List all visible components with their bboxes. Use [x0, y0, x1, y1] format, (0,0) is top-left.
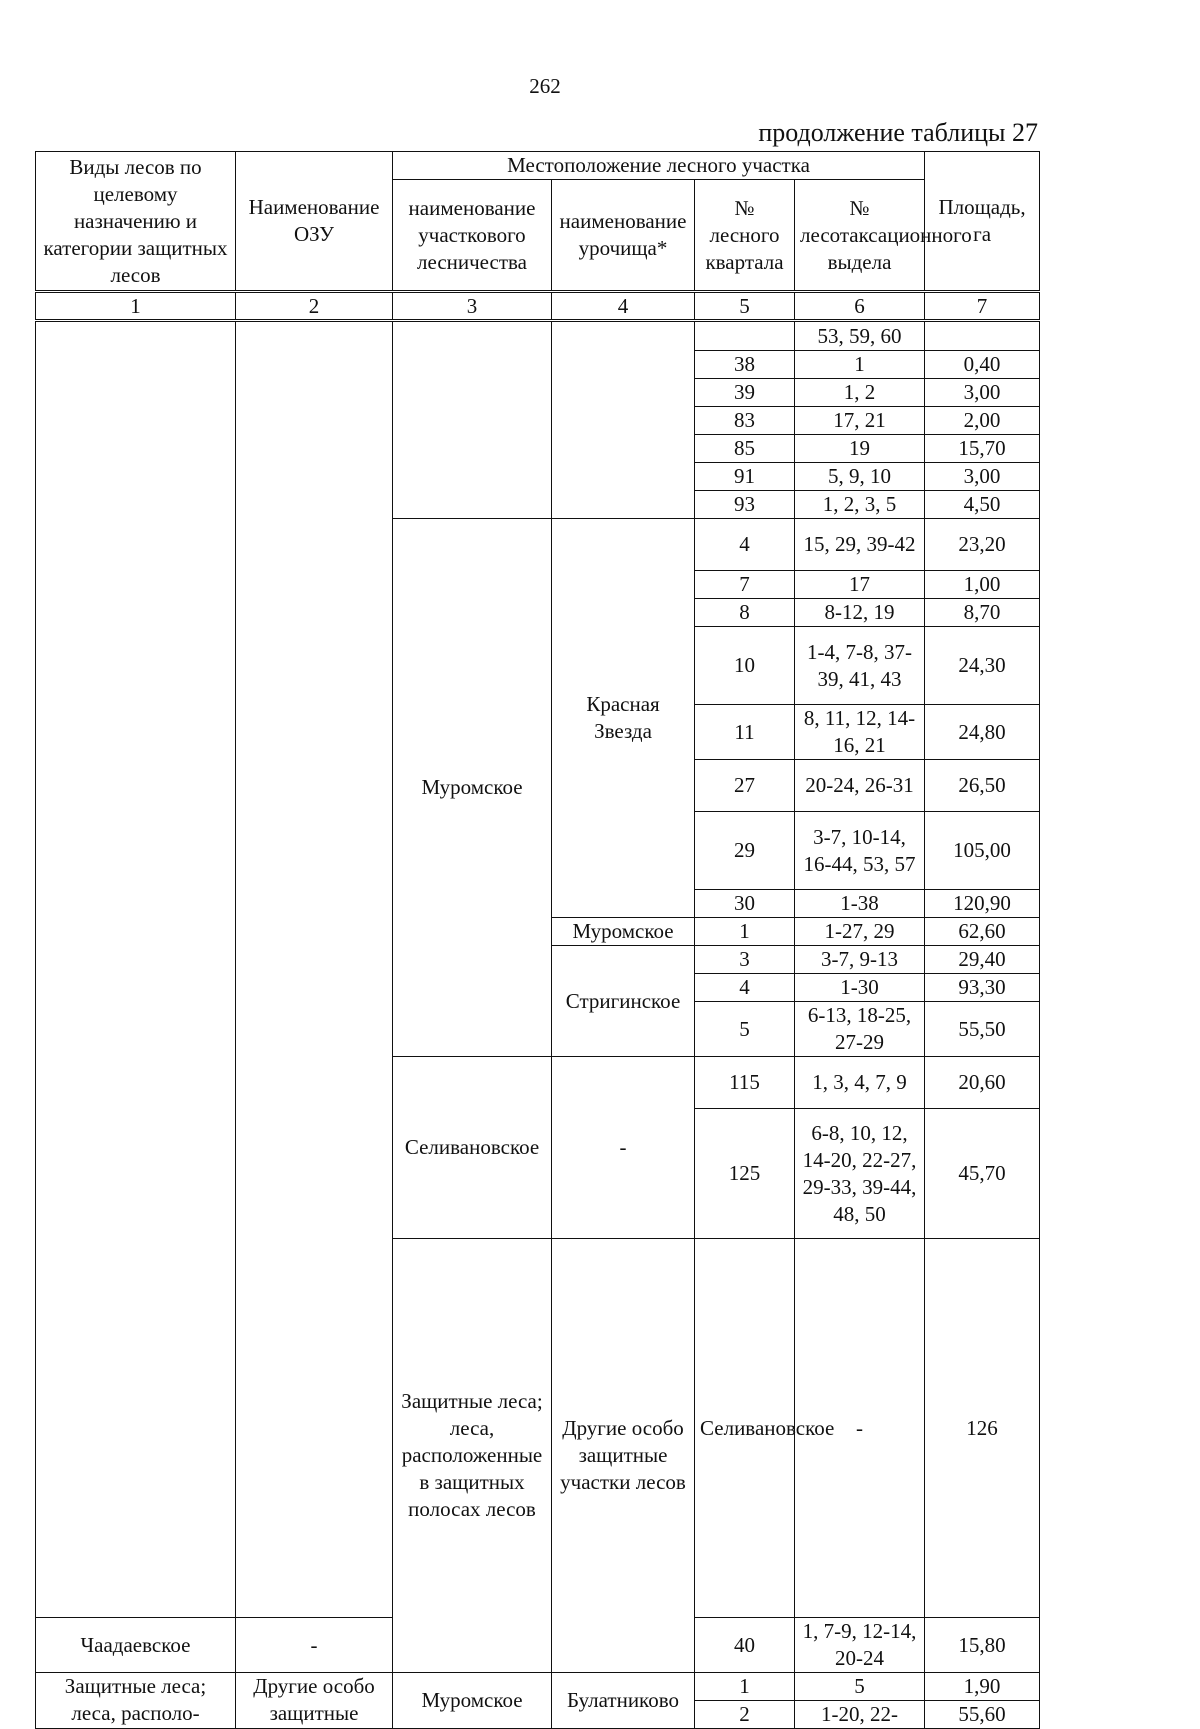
- vydel-cell: 5: [795, 1673, 925, 1701]
- kvartal-cell: 1: [695, 918, 795, 946]
- area-cell: 2,00: [925, 407, 1040, 435]
- vydel-cell: 17: [795, 571, 925, 599]
- vydel-cell: 53, 59, 60: [795, 321, 925, 351]
- area-cell: 62,60: [925, 918, 1040, 946]
- area-cell: 24,30: [925, 627, 1040, 705]
- vydel-cell: 1: [795, 351, 925, 379]
- kvartal-cell: 4: [695, 974, 795, 1002]
- kvartal-cell: 10: [695, 627, 795, 705]
- area-cell: 105,00: [925, 812, 1040, 890]
- vydel-cell: 19: [795, 435, 925, 463]
- ozu-drugie: Другие особо защитные участки лесов: [552, 1239, 695, 1673]
- header-ozu-name: Наименование ОЗУ: [236, 152, 393, 292]
- table-row: [36, 1673, 1040, 1701]
- vydel-cell: 1-38: [795, 890, 925, 918]
- kvartal-cell: 115: [695, 1057, 795, 1109]
- kvartal-cell: 4: [695, 519, 795, 571]
- area-cell: 55,60: [925, 1701, 1040, 1729]
- kvartal-cell: 91: [695, 463, 795, 491]
- lesnichestvo-muromskoe: Муромское: [393, 519, 552, 1057]
- vydel-cell: 6-8, 10, 12, 14-20, 22-27, 29-33, 39-44, 48, 50: [795, 1109, 925, 1239]
- header-area: Площадь, га: [925, 152, 1040, 292]
- forest-type-zashchitnye: Защитные леса; леса, располо-: [36, 1673, 236, 1729]
- kvartal-cell: 40: [695, 1618, 795, 1673]
- lesnichestvo-selivanovskoe: Селивановское: [393, 1057, 552, 1239]
- vydel-cell: 1-30: [795, 974, 925, 1002]
- area-cell: 4,50: [925, 491, 1040, 519]
- area-cell: 29,40: [925, 946, 1040, 974]
- area-cell: 26,50: [925, 760, 1040, 812]
- column-number: 6: [795, 292, 925, 321]
- header-location-group: Местоположение лесного участка: [393, 152, 925, 180]
- area-cell: 55,50: [925, 1002, 1040, 1057]
- kvartal-cell: 85: [695, 435, 795, 463]
- urochishche-muromskoe: Муромское: [552, 918, 695, 946]
- table-continuation-caption: продолжение таблицы 27: [758, 118, 1038, 147]
- kvartal-cell: 83: [695, 407, 795, 435]
- lesnichestvo-chaadaevskoe: Чаадаевское: [36, 1618, 236, 1673]
- kvartal-cell: 126: [925, 1239, 1040, 1618]
- kvartal-cell: 11: [695, 705, 795, 760]
- kvartal-cell: 7: [695, 571, 795, 599]
- area-cell: 20,60: [925, 1057, 1040, 1109]
- header-vydel: № лесотаксационного выдела: [795, 180, 925, 292]
- vydel-cell: 1-27, 29: [795, 918, 925, 946]
- vydel-cell: 8, 11, 12, 14-16, 21: [795, 705, 925, 760]
- vydel-cell: 3-7, 10-14, 16-44, 53, 57: [795, 812, 925, 890]
- vydel-cell: 20-24, 26-31: [795, 760, 925, 812]
- column-number: 7: [925, 292, 1040, 321]
- column-number: 1: [36, 292, 236, 321]
- urochishche-dash: -: [552, 1057, 695, 1239]
- kvartal-cell: 1: [695, 1673, 795, 1701]
- urochishche-striginskoe: Стригинское: [552, 946, 695, 1057]
- vydel-cell: 6-13, 18-25, 27-29: [795, 1002, 925, 1057]
- vydel-cell: 1, 3, 4, 7, 9: [795, 1057, 925, 1109]
- vydel-cell: 8-12, 19: [795, 599, 925, 627]
- area-cell: 0,40: [925, 351, 1040, 379]
- table-row: [36, 321, 1040, 351]
- area-cell: 3,00: [925, 379, 1040, 407]
- area-cell: 1,90: [925, 1673, 1040, 1701]
- ozu-drugie: Другие особо защитные: [236, 1673, 393, 1729]
- area-cell: 120,90: [925, 890, 1040, 918]
- kvartal-cell: 30: [695, 890, 795, 918]
- header-urochishche: наименование урочища*: [552, 180, 695, 292]
- kvartal-cell: 2: [695, 1701, 795, 1729]
- vydel-cell: 1-4, 7-8, 37-39, 41, 43: [795, 627, 925, 705]
- column-number: 2: [236, 292, 393, 321]
- area-cell: [925, 321, 1040, 351]
- vydel-cell: 1, 7-9, 12-14, 20-24: [795, 1618, 925, 1673]
- header-kvartal: № лесного квартала: [695, 180, 795, 292]
- forest-table: [35, 151, 1040, 1729]
- area-cell: 23,20: [925, 519, 1040, 571]
- kvartal-cell: 93: [695, 491, 795, 519]
- kvartal-cell: 39: [695, 379, 795, 407]
- kvartal-cell: 125: [695, 1109, 795, 1239]
- urochishche-empty: [552, 321, 695, 519]
- kvartal-cell: 8: [695, 599, 795, 627]
- forest-type-zashchitnye: Защитные леса; леса, расположенные в защитных полосах лесов: [393, 1239, 552, 1673]
- kvartal-cell: 38: [695, 351, 795, 379]
- vydel-cell: 3-7, 9-13: [795, 946, 925, 974]
- header-forest-type: Виды лесов по целевому назначению и категории защитных лесов: [36, 152, 236, 292]
- urochishche-dash: -: [795, 1239, 925, 1618]
- lesnichestvo-empty: [393, 321, 552, 519]
- area-cell: 15,80: [925, 1618, 1040, 1673]
- page-number: 262: [529, 74, 561, 98]
- urochishche-bulatnikovo: Булатниково: [552, 1673, 695, 1729]
- column-number: 5: [695, 292, 795, 321]
- area-cell: 45,70: [925, 1109, 1040, 1239]
- area-cell: 1,00: [925, 571, 1040, 599]
- urochishche-dash: -: [236, 1618, 393, 1673]
- vydel-cell: 1, 2: [795, 379, 925, 407]
- vydel-cell: 1, 2, 3, 5: [795, 491, 925, 519]
- kvartal-cell: [695, 321, 795, 351]
- area-cell: 15,70: [925, 435, 1040, 463]
- vid-empty: [36, 321, 236, 1618]
- ozu-empty: [236, 321, 393, 1618]
- column-number: 3: [393, 292, 552, 321]
- urochishche-krasnaya-zvezda: Красная Звезда: [552, 519, 695, 918]
- vydel-cell: 15, 29, 39-42: [795, 519, 925, 571]
- column-number: 4: [552, 292, 695, 321]
- header-lesnichestvo: наименование участкового лесничества: [393, 180, 552, 292]
- kvartal-cell: 27: [695, 760, 795, 812]
- kvartal-cell: 5: [695, 1002, 795, 1057]
- area-cell: 3,00: [925, 463, 1040, 491]
- lesnichestvo-selivanovskoe: Селивановское: [695, 1239, 795, 1618]
- area-cell: 93,30: [925, 974, 1040, 1002]
- kvartal-cell: 3: [695, 946, 795, 974]
- vydel-cell: 1-20, 22-: [795, 1701, 925, 1729]
- vydel-cell: 17, 21: [795, 407, 925, 435]
- lesnichestvo-muromskoe: Муромское: [393, 1673, 552, 1729]
- area-cell: 24,80: [925, 705, 1040, 760]
- vydel-cell: 5, 9, 10: [795, 463, 925, 491]
- area-cell: 8,70: [925, 599, 1040, 627]
- kvartal-cell: 29: [695, 812, 795, 890]
